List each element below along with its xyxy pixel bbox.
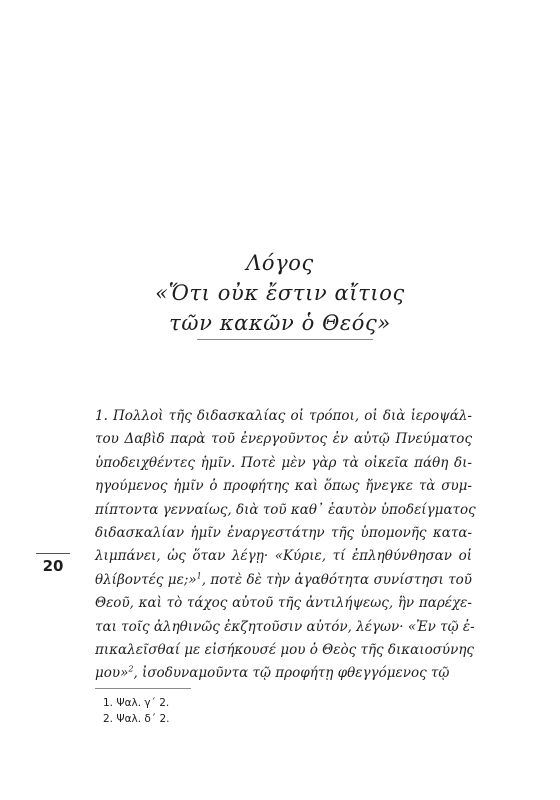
title-line-3: τῶν κακῶν ὁ Θεός» (169, 311, 391, 335)
text-fragment: , ποτὲ δὲ τὴν ἀγαθότητα συνίστησι τοῦ (201, 571, 472, 588)
text-line: πικαλεῖσθαί με εἰσήκουσέ μου ὁ Θεὸς τῆς δικαιοσύνης (95, 642, 474, 659)
text-line: ηγούμενος ἡμῖν ὁ προφήτης καὶ ὅπως ἤνεγκε τὰ συμ- (95, 478, 472, 495)
chapter-title (0, 248, 560, 338)
title-line-1: Λόγος (246, 251, 314, 275)
footnote-divider (95, 688, 191, 689)
page-number: 20 (42, 557, 64, 575)
text-line (95, 569, 472, 592)
body-paragraph (95, 405, 476, 686)
text-line: πίπτοντα γενναίως, διὰ τοῦ καθ᾿ ἑαυτὸν ὑποδείγματος (95, 501, 476, 518)
footnote-1: 1. Ψαλ. γ΄ 2. (103, 697, 170, 709)
text-line: Θεοῦ, καὶ τὸ τάχος αὐτοῦ τῆς ἀντιλήψεως, ἣν παρέχε- (95, 595, 472, 612)
text-line: 1. Πολλοὶ τῆς διδασκαλίας οἱ τρόποι, οἱ διὰ ἱεροψάλ- (95, 408, 472, 424)
footnote-mark-2[interactable]: 2 (128, 664, 134, 674)
text-line: του Δαβὶδ παρὰ τοῦ ἐνεργοῦντος ἐν αὐτῷ Πνεύματος (95, 431, 472, 448)
title-divider (197, 339, 373, 340)
text-fragment: μου» (95, 665, 129, 682)
text-line: ται τοῖς ἀληθινῶς ἐκζητοῦσιν αὐτόν, λέγων· «Ἐν τῷ ἐ- (95, 618, 475, 635)
text-fragment: θλίβοντές με;» (95, 571, 197, 588)
text-line (95, 662, 472, 685)
page-number-rule (36, 553, 70, 554)
text-line: ὑποδειχθέντες ἡμῖν. Ποτὲ μὲν γὰρ τὰ οἰκεῖα πάθη δι- (95, 454, 472, 471)
text-fragment: , ἰσοδυναμοῦντα τῷ προφήτῃ φθεγγόμενος τῷ (133, 665, 450, 682)
footnote-mark-1[interactable]: 1 (196, 571, 202, 581)
text-line: διδασκαλίαν ἡμῖν ἐναργεστάτην τῆς ὑπομονῆς κατα- (95, 525, 472, 542)
footnotes (103, 695, 169, 727)
footnote-2: 2. Ψαλ. δ΄ 2. (103, 713, 170, 725)
text-line: λιμπάνει, ὡς ὅταν λέγῃ· «Κύριε, τί ἐπληθύνθησαν οἱ (95, 548, 472, 565)
title-line-2: «Ὅτι οὐκ ἔστιν αἴτιος (155, 281, 405, 305)
